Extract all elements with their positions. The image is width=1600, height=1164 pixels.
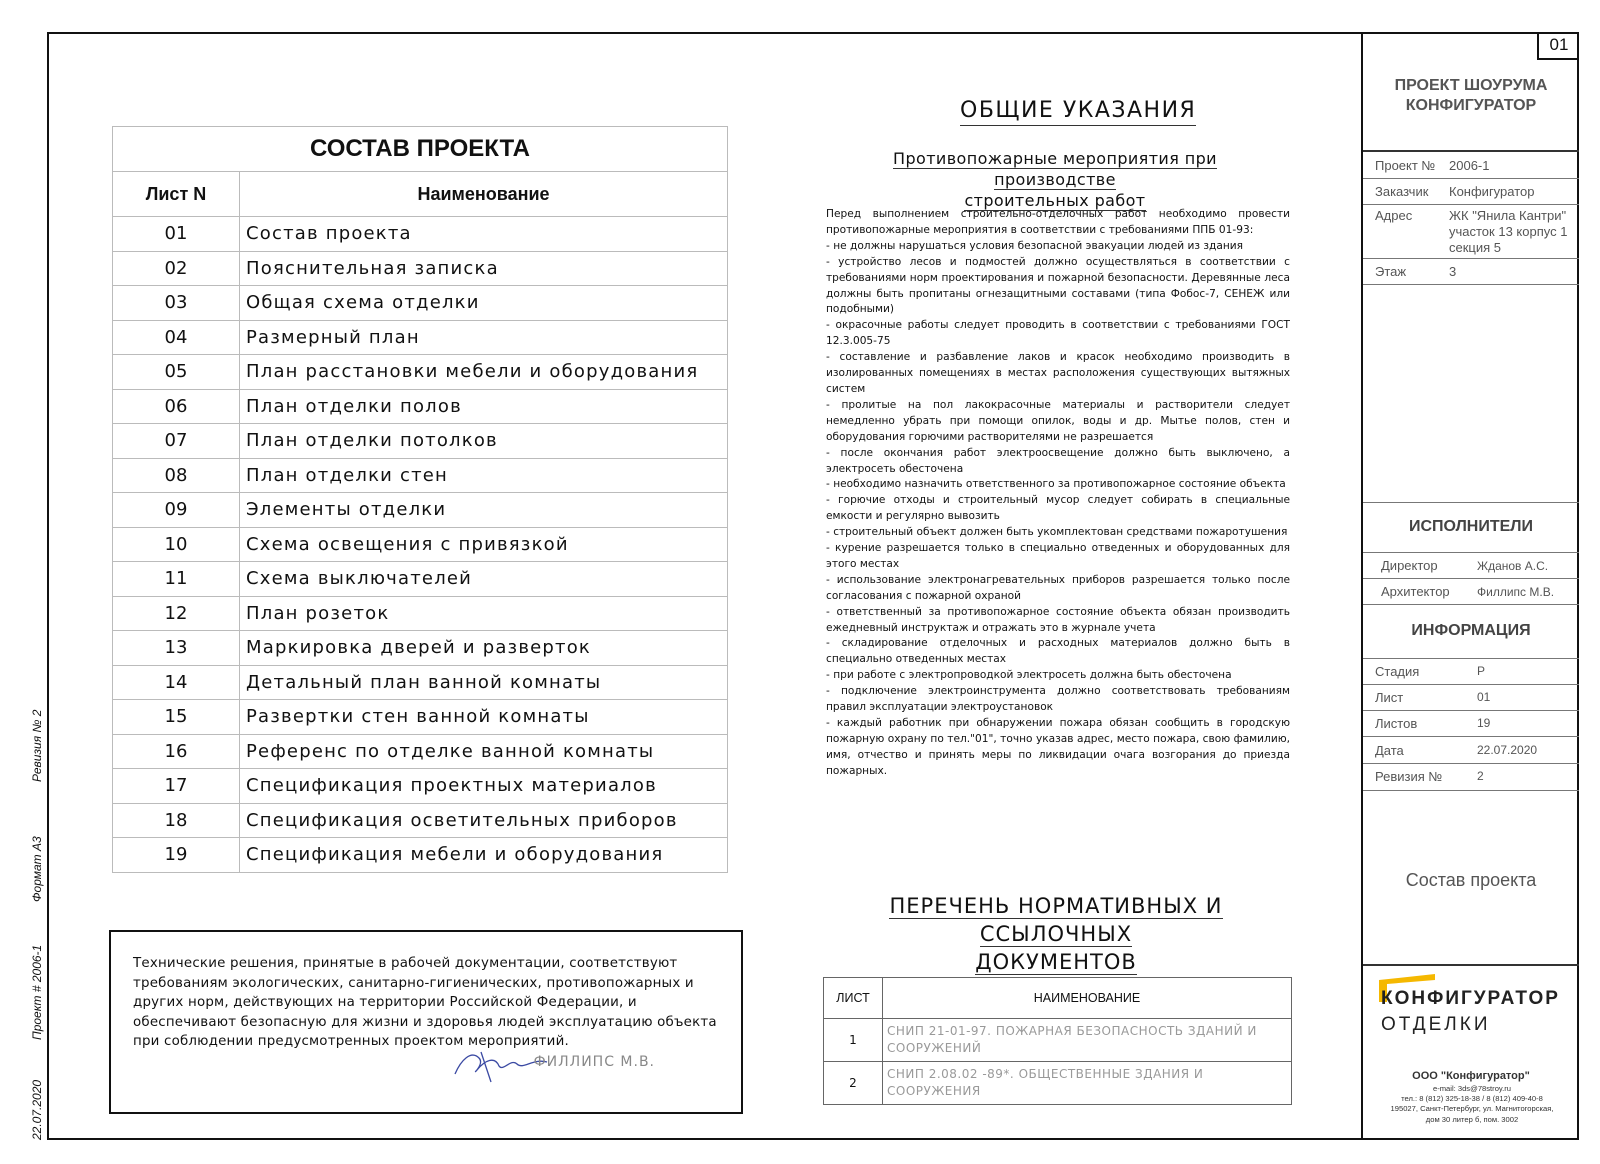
composition-row-number: 15 <box>113 700 240 735</box>
composition-row-name: Общая схема отделки <box>240 286 728 321</box>
composition-row <box>113 631 728 666</box>
notes-paragraph: - окрасочные работы следует проводить в соответствии с требованиями ГОСТ 12.3.005-75 <box>826 319 1290 348</box>
revision-label: Ревизия № <box>1375 769 1443 784</box>
refs-row-name: СНИП 21-01-97. ПОЖАРНАЯ БЕЗОПАСНОСТЬ ЗДАНИЙ И СООРУЖЕНИЙ <box>883 1019 1292 1062</box>
refs-row <box>824 1062 1292 1105</box>
date-value: 22.07.2020 <box>1477 743 1538 757</box>
side-project-label: Проект # 2006-1 <box>30 944 44 1040</box>
notes-paragraph: - строительный объект должен быть укомплектован средствами пожаротушения <box>826 526 1288 539</box>
composition-row-number: 16 <box>113 734 240 769</box>
floor-value: 3 <box>1449 264 1457 279</box>
director-value: Жданов А.С. <box>1477 559 1549 573</box>
refs-table <box>823 977 1292 1105</box>
refs-rows <box>824 1019 1292 1105</box>
composition-row-number: 07 <box>113 424 240 459</box>
company-contacts <box>1365 1084 1579 1125</box>
refs-heading <box>838 892 1274 976</box>
sheet-value: 01 <box>1477 690 1491 704</box>
composition-row <box>113 838 728 873</box>
composition-row <box>113 217 728 252</box>
composition-row <box>113 251 728 286</box>
composition-row-number: 12 <box>113 596 240 631</box>
composition-row <box>113 803 728 838</box>
floor-label: Этаж <box>1375 264 1407 279</box>
project-label: Проект № <box>1375 158 1436 173</box>
title-block <box>1361 32 1579 1140</box>
composition-row-name: План отделки полов <box>240 389 728 424</box>
notes-paragraph: - не должны нарушаться условия безопасной эвакуации людей из здания <box>826 239 1243 252</box>
company-phone: тел.: 8 (812) 325-18-38 / 8 (812) 409-40-8 <box>1401 1094 1543 1104</box>
refs-heading-line1: ПЕРЕЧЕНЬ НОРМАТИВНЫХ И ССЫЛОЧНЫХ <box>889 894 1223 946</box>
composition-row-number: 14 <box>113 665 240 700</box>
side-revision-label: Ревизия № 2 <box>30 709 44 782</box>
refs-col-sheet: ЛИСТ <box>824 978 883 1019</box>
composition-row-name: Схема выключателей <box>240 562 728 597</box>
notes-paragraph: - пролитые на пол лакокрасочные материалы и растворители следует немедленно убрать при помощи опилок, воды и др. Мытье полов, стен и оборудования горючими растворителями не разрешается <box>826 398 1290 443</box>
company-name: ООО "Конфигуратор" <box>1412 1070 1530 1082</box>
refs-row-number: 2 <box>824 1062 883 1105</box>
project-title <box>1363 76 1579 116</box>
address-line3: секция 5 <box>1449 240 1502 255</box>
architect-value: Филлипс М.В. <box>1477 585 1555 599</box>
composition-row <box>113 355 728 390</box>
composition-row-number: 13 <box>113 631 240 666</box>
composition-row-number: 08 <box>113 458 240 493</box>
col-name: Наименование <box>240 172 728 217</box>
date-label: Дата <box>1375 743 1404 758</box>
notes-heading: ОБЩИЕ УКАЗАНИЯ <box>960 98 1196 126</box>
composition-row-name: План отделки стен <box>240 458 728 493</box>
composition-row-number: 18 <box>113 803 240 838</box>
stage-value: Р <box>1477 664 1486 678</box>
refs-col-name: НАИМЕНОВАНИЕ <box>883 978 1292 1019</box>
project-value: 2006-1 <box>1449 158 1490 173</box>
composition-row-number: 01 <box>113 217 240 252</box>
company-address-2: дом 30 литер б, пом. 3002 <box>1425 1114 1519 1124</box>
composition-row-number: 19 <box>113 838 240 873</box>
notes-paragraph: - каждый работник при обнаружении пожара обязан сообщить в городскую пожарную охрану по тел."01", точно указав адрес, место пожара, свою фамилию, имя, отчество и принять меры по ликвидации очага возгорания до приезда пожарных. <box>826 717 1290 777</box>
client-label: Заказчик <box>1375 184 1429 199</box>
notes-paragraph: Перед выполнением строительно-отделочных работ необходимо провести противопожарные мероприятия в соответствии с требованиями ППБ 01-93: <box>826 208 1290 236</box>
notes-subheading-line1: Противопожарные мероприятия при производстве <box>893 149 1217 189</box>
composition-row <box>113 734 728 769</box>
project-title-line1: ПРОЕКТ ШОУРУМА <box>1394 77 1548 94</box>
tech-statement-box <box>109 930 743 1114</box>
composition-row-name: Размерный план <box>240 320 728 355</box>
logo-line1: КОНФИГУРАТОР <box>1381 988 1560 1009</box>
notes-paragraph: - при работе с электропроводкой электросеть должна быть обесточена <box>826 669 1232 682</box>
address-label: Адрес <box>1375 208 1413 223</box>
logo-line2: ОТДЕЛКИ <box>1381 1014 1491 1035</box>
notes-paragraph: - ответственный за противопожарное состояние объекта обязан производить ежедневный инструктаж и отражать это в журнале учета <box>826 605 1290 634</box>
address-value <box>1449 208 1567 256</box>
composition-row-name: Развертки стен ванной комнаты <box>240 700 728 735</box>
composition-row-name: Элементы отделки <box>240 493 728 528</box>
composition-row-name: Схема освещения с привязкой <box>240 527 728 562</box>
composition-row-number: 05 <box>113 355 240 390</box>
composition-row <box>113 389 728 424</box>
composition-row <box>113 424 728 459</box>
sheet-number-box: 01 <box>1537 32 1579 60</box>
composition-row-number: 17 <box>113 769 240 804</box>
notes-paragraph: - использование электронагревательных приборов разрешается только после согласования с пожарной охраной <box>826 573 1290 602</box>
signer-name: ФИЛЛИПС М.В. <box>533 1053 655 1070</box>
composition-row-number: 02 <box>113 251 240 286</box>
composition-row-name: План отделки потолков <box>240 424 728 459</box>
composition-row <box>113 769 728 804</box>
composition-row-name: Спецификация осветительных приборов <box>240 803 728 838</box>
composition-row-name: Детальный план ванной комнаты <box>240 665 728 700</box>
director-label: Директор <box>1381 558 1438 573</box>
col-sheet-number: Лист N <box>113 172 240 217</box>
composition-row <box>113 527 728 562</box>
composition-row-name: План расстановки мебели и оборудования <box>240 355 728 390</box>
composition-row <box>113 458 728 493</box>
address-line2: участок 13 корпус 1 <box>1449 224 1568 239</box>
sheet-title: Состав проекта <box>1405 870 1537 890</box>
composition-row-name: Спецификация мебели и оборудования <box>240 838 728 873</box>
client-value: Конфигуратор <box>1449 184 1535 199</box>
notes-paragraph: - после окончания работ электроосвещение должно быть выключено, а электросеть обесточена <box>826 446 1290 475</box>
executors-heading: ИСПОЛНИТЕЛИ <box>1408 518 1534 535</box>
composition-row-number: 04 <box>113 320 240 355</box>
composition-row-number: 10 <box>113 527 240 562</box>
composition-rows <box>113 217 728 873</box>
company-address-1: 195027, Санкт-Петербург, ул. Магнитогорская, <box>1390 1104 1554 1114</box>
notes-body <box>826 207 1290 780</box>
sheets-label: Листов <box>1375 716 1418 731</box>
notes-paragraph: - горючие отходы и строительный мусор следует собирать в специальные емкости и регулярно вывозить <box>826 494 1290 523</box>
sheets-value: 19 <box>1477 716 1491 730</box>
notes-paragraph: - необходимо назначить ответственного за противопожарное состояние объекта <box>826 478 1286 491</box>
stage-label: Стадия <box>1375 664 1420 679</box>
composition-title: СОСТАВ ПРОЕКТА <box>113 127 728 172</box>
composition-table <box>112 126 728 873</box>
composition-row <box>113 493 728 528</box>
composition-row <box>113 700 728 735</box>
composition-row-name: Маркировка дверей и разверток <box>240 631 728 666</box>
notes-subheading <box>845 148 1265 211</box>
address-line1: ЖК "Янила Кантри" <box>1449 208 1567 223</box>
composition-row-number: 11 <box>113 562 240 597</box>
notes-subheading-line2: строительных работ <box>964 191 1146 210</box>
composition-row-number: 09 <box>113 493 240 528</box>
notes-paragraph: - составление и разбавление лаков и красок необходимо производить в изолированных помещениях в местах расположения существующих вытяжных систем <box>826 351 1290 395</box>
composition-row-name: Спецификация проектных материалов <box>240 769 728 804</box>
composition-row <box>113 562 728 597</box>
side-date-label: 22.07.2020 <box>30 1079 44 1140</box>
sheet-label: Лист <box>1375 690 1404 705</box>
composition-row <box>113 596 728 631</box>
notes-paragraph: - курение разрешается только в специально отведенных и оборудованных для этого местах <box>826 542 1290 570</box>
composition-row <box>113 320 728 355</box>
refs-heading-line2: ДОКУМЕНТОВ <box>975 950 1137 974</box>
composition-row <box>113 665 728 700</box>
refs-row <box>824 1019 1292 1062</box>
notes-paragraph: - складирование отделочных и расходных материалов должно быть в специально отведенных местах <box>826 637 1290 666</box>
composition-row-number: 06 <box>113 389 240 424</box>
tech-statement-text: Технические решения, принятые в рабочей документации, соответствуют требованиям экологических, санитарно-гигиенических, противопожарных и других норм, действующих на территории Российской Федерации, и обеспечивают безопасную для жизни и здоровья людей эксплуатацию объекта при соблюдении предусмотренных проектом мероприятий. <box>133 956 717 1049</box>
side-format-label: Формат А3 <box>30 836 44 902</box>
architect-label: Архитектор <box>1381 584 1450 599</box>
composition-row-name: Пояснительная записка <box>240 251 728 286</box>
composition-row-number: 03 <box>113 286 240 321</box>
company-email: e-mail: 3ds@78stroy.ru <box>1432 1084 1512 1093</box>
refs-row-number: 1 <box>824 1019 883 1062</box>
notes-paragraph: - устройство лесов и подмостей должно осуществляться в соответствии с требованиями норм проектирования и пожарной безопасности. Деревянные леса должны быть пропитаны огнезащитными составами (типа Фобос-7, СЕНЕЖ или подобными) <box>826 255 1290 316</box>
project-title-line2: КОНФИГУРАТОР <box>1405 97 1537 114</box>
composition-row-name: Референс по отделке ванной комнаты <box>240 734 728 769</box>
composition-row-name: План розеток <box>240 596 728 631</box>
revision-value: 2 <box>1477 769 1484 783</box>
refs-row-name: СНИП 2.08.02 -89*. ОБЩЕСТВЕННЫЕ ЗДАНИЯ И СООРУЖЕНИЯ <box>883 1062 1292 1105</box>
composition-row-name: Состав проекта <box>240 217 728 252</box>
notes-paragraph: - подключение электроинструмента должно соответствовать требованиям правил эксплуатации электроустановок <box>826 685 1290 714</box>
composition-row <box>113 286 728 321</box>
information-heading: ИНФОРМАЦИЯ <box>1411 622 1531 639</box>
